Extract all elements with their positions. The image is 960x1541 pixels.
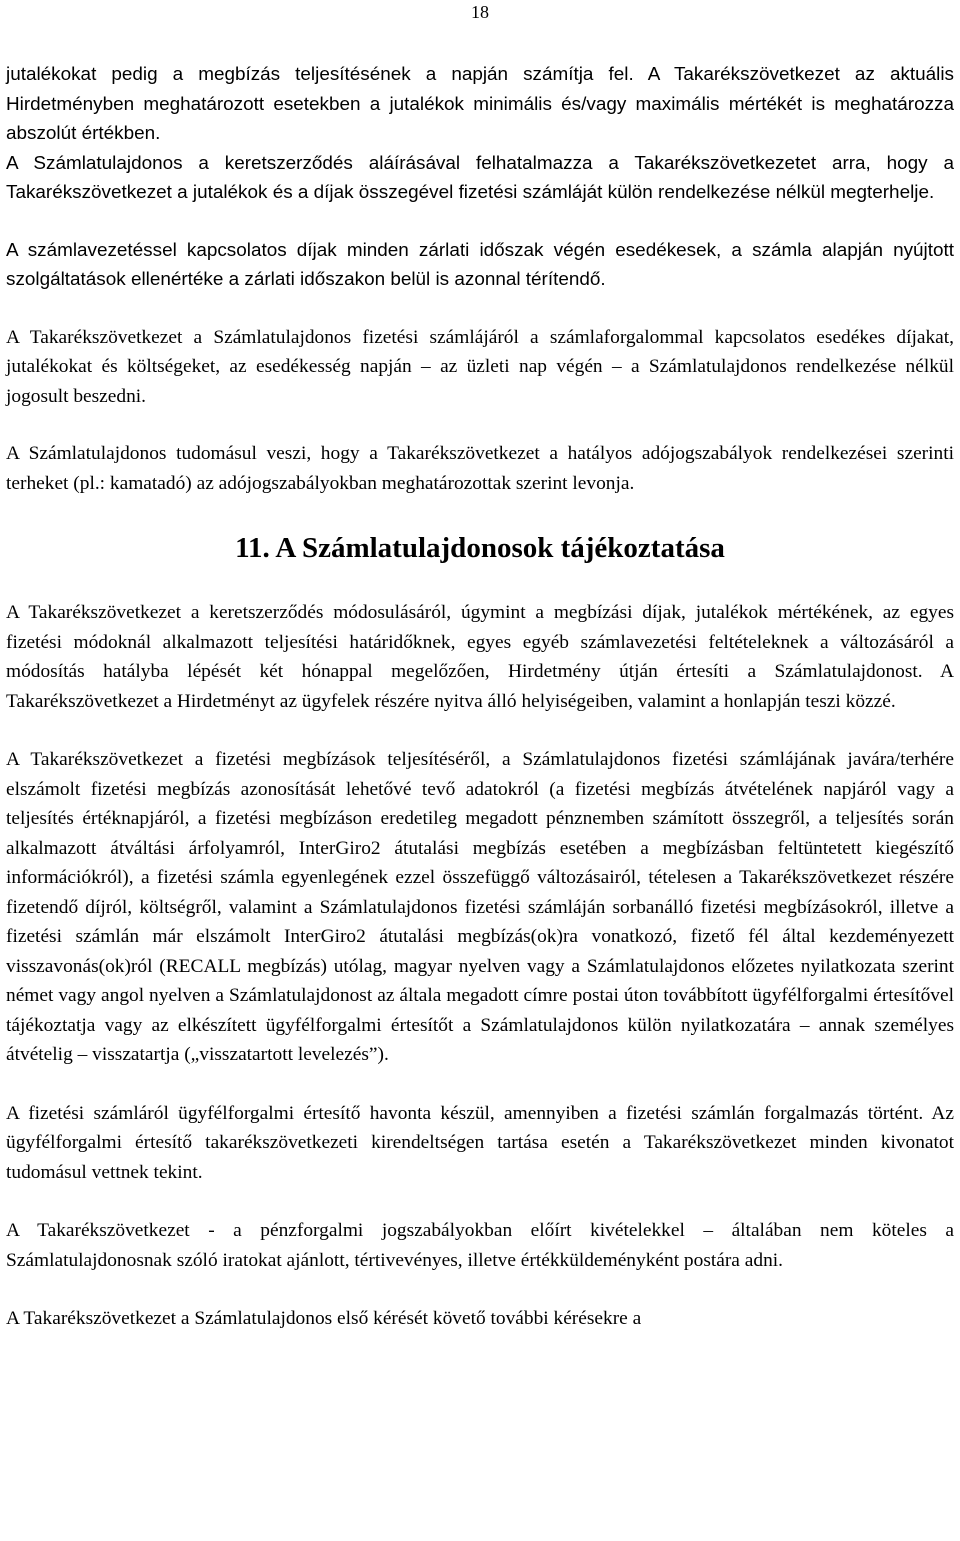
paragraph-statement-information: A Takarékszövetkezet a fizetési megbízások teljesítéséről, a Számlatulajdonos fizetési számlájának javára/terhére elszámolt fizetési megbízás azonosítását lehetővé tevő adatokról (a fizetési megbízás átvételének napjáról vagy a teljesítés értéknapjáról, a fizetési megbízáson eredetileg megadott pénznemben számított összegről, a teljesítés során alkalmazott átváltási árfolyamról, InterGiro2 átutalási megbízás esetében a megbízásban feltüntetett kiegészítő információkról), a fizetési számla egyenlegének ezzel összefüggő változásairól, tételesen a Takarékszövetkezet részére fizetendő díjról, költségről, valamint a Számlatulajdonos fizetési számláján sorbanálló fizetési megbízásokról, illetve a fizetési számlán már elszámolt InterGiro2 átutalási megbízás(ok)ra vonatkozó, fizető fél által kezdeményezett visszavonás(ok)ról (RECALL megbízás) utólag, magyar nyelven vagy a Számlatulajdonos előzetes nyilatkozata szerint német vagy angol nyelven a Számlatulajdonost az általa megadott címre postai úton továbbított ügyfélforgalmi értesítővel tájékoztatja vagy az elkészített ügyfélforgalmi értesítőt a Számlatulajdonos külön nyilatkozatára – annak személyes átvételig – visszatartja („visszatartott levelezés”). xyxy=(6,749,954,1065)
paragraph-contract-modification: A Takarékszövetkezet a keretszerződés módosulásáról, úgymint a megbízási díjak, jutalékok mértékének, az egyes fizetési módoknál alkalmazott teljesítési határidőknek, egyes egyéb számlavezetési feltételeknek a változásáról a módosítás hatályba lépését két hónappal megelőzően, Hirdetmény útján értesíti a Számlatulajdonost. A Takarékszövetkezet a Hirdetményt az ügyfelek részére nyitva álló helyiségeiben, valamint a honlapján teszi közzé. xyxy=(6,602,954,712)
paragraph-fees-due: A számlavezetéssel kapcsolatos díjak minden zárlati időszak végén esedékesek, a számla alapján nyújtott szolgáltatások ellenértéke a zárlati időszakon belül is azonnal térítendő. xyxy=(6,239,954,290)
page-number: 18 xyxy=(471,2,489,22)
section-heading: 11. A Számlatulajdonosok tájékoztatása xyxy=(235,532,725,564)
paragraph-monthly-statement: A fizetési számláról ügyfélforgalmi értesítő havonta készül, amennyiben a fizetési számlán forgalmazás történt. Az ügyfélforgalmi értesítő takarékszövetkezeti kirendeltségen tartása esetén a Takarékszövetkezet minden kivonatot tudomásul vettnek tekint. xyxy=(6,1102,954,1183)
document-body xyxy=(6,60,954,1334)
paragraph-postal-delivery: A Takarékszövetkezet - a pénzforgalmi jogszabályokban előírt kivételekkel – általában nem köteles a Számlatulajdonosnak szóló iratokat ajánlott, tértivevényes, illetve értékküldeményként postára adni. xyxy=(6,1220,954,1271)
paragraph-tax-deduction: A Számlatulajdonos tudomásul veszi, hogy a Takarékszövetkezet a hatályos adójogszabályok rendelkezései szerinti terheket (pl.: kamatadó) az adójogszabályokban meghatározottak szerint levonja. xyxy=(6,443,954,494)
paragraph-debit-authorization: A Számlatulajdonos a keretszerződés aláírásával felhatalmazza a Takarékszövetkezetet arra, hogy a Takarékszövetkezet a jutalékok és a díjak összegével fizetési számláját külön rendelkezése nélkül megterhelje. xyxy=(6,152,954,203)
paragraph-further-requests: A Takarékszövetkezet a Számlatulajdonos első kérését követő további kérésekre a xyxy=(6,1308,642,1329)
paragraph-commission-timing: jutalékokat pedig a megbízás teljesítésének a napján számítja fel. A Takarékszövetkezet az aktuális Hirdetményben meghatározott esetekben a jutalékok minimális és/vagy maximális mértékét is meghatározza abszolút értékben. xyxy=(6,64,954,144)
paragraph-fee-collection: A Takarékszövetkezet a Számlatulajdonos fizetési számlájáról a számlaforgalommal kapcsolatos esedékes díjakat, jutalékokat és költségeket, az esedékesség napján – az üzleti nap végén – a Számlatulajdonos rendelkezése nélkül jogosult beszedni. xyxy=(6,326,954,407)
